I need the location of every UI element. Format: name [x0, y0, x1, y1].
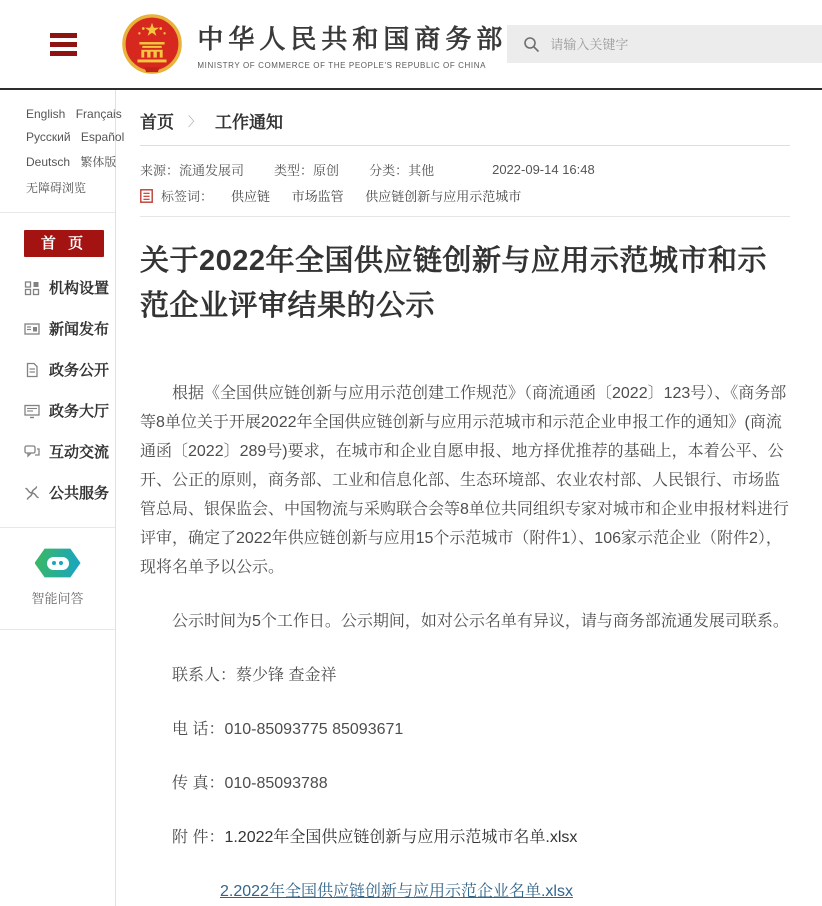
sidebar-item-label: 公共服务: [49, 485, 110, 502]
sidebar-item-gov-disclosure[interactable]: [0, 349, 115, 390]
site-title: 中华人民共和国商务部: [197, 23, 508, 54]
sidebar-item-label: 新闻发布: [49, 321, 110, 338]
hamburger-menu-icon[interactable]: [50, 33, 77, 56]
attachment-2-link[interactable]: 2.2022年全国供应链创新与应用示范企业名单.xlsx: [220, 883, 573, 900]
phone-line: 电 话：010-85093775 85093671: [172, 721, 404, 738]
category-label: 分类：: [369, 163, 409, 178]
category-value: 其他: [408, 163, 435, 178]
sidebar-item-public-service[interactable]: [0, 472, 115, 513]
article-meta: [140, 160, 790, 179]
document-icon: [24, 362, 40, 378]
org-grid-icon: [24, 280, 40, 296]
accessibility-browse-link[interactable]: 无障碍浏览: [26, 181, 87, 195]
site-subtitle: MINISTRY OF COMMERCE OF THE PEOPLE'S REPUBLIC OF CHINA: [197, 60, 487, 70]
breadcrumb-home-link[interactable]: 首页: [140, 113, 174, 132]
contact-person-line: 联系人：蔡少锋 查金祥: [172, 667, 337, 684]
service-hall-icon: [24, 403, 40, 419]
type-label: 类型：: [274, 163, 314, 178]
breadcrumb: [140, 108, 790, 133]
tag-link[interactable]: 供应链创新与应用示范城市: [365, 189, 522, 204]
tags-label: 标签词：: [161, 189, 214, 204]
article-body: [140, 379, 790, 906]
smart-qa-robot-icon[interactable]: [35, 548, 81, 578]
source-value: 流通发展司: [179, 163, 245, 178]
lang-francais[interactable]: Français: [75, 107, 122, 121]
search-icon: [523, 36, 540, 53]
home-button[interactable]: 首 页: [24, 230, 104, 257]
tag-link[interactable]: 供应链: [231, 189, 271, 204]
sidebar-item-label: 互动交流: [49, 444, 110, 461]
type-value: 原创: [313, 163, 340, 178]
article-paragraph: 公示时间为5个工作日。公示期间，如对公示名单有异议，请与商务部流通发展司联系。: [172, 613, 789, 630]
breadcrumb-divider: [140, 145, 790, 146]
attachment-line-1: [140, 823, 790, 852]
attachment-label: 附 件：: [172, 829, 225, 846]
lang-deutsch[interactable]: Deutsch: [26, 155, 71, 169]
smart-qa-widget: [0, 528, 115, 630]
sidebar-item-label: 政务公开: [49, 362, 110, 379]
lang-espanol[interactable]: Español: [80, 130, 125, 144]
publish-datetime: 2022-09-14 16:48: [492, 162, 595, 177]
fax-line: 传 真：010-85093788: [172, 775, 328, 792]
chat-bubbles-icon: [24, 444, 40, 460]
national-emblem-icon: [121, 13, 183, 75]
attachment-line-2: [220, 877, 790, 906]
source-label: 来源：: [140, 163, 180, 178]
tag-link[interactable]: 市场监管: [291, 189, 344, 204]
meta-divider: [140, 216, 790, 217]
sidebar-item-label: 政务大厅: [49, 403, 110, 420]
main-content: [116, 90, 822, 906]
lang-russian[interactable]: Русский: [26, 130, 71, 144]
article-title: 关于2022年全国供应链创新与应用示范城市和示范企业评审结果的公示: [140, 245, 768, 322]
public-service-icon: [24, 485, 40, 501]
search-box[interactable]: [507, 25, 822, 63]
site-logo[interactable]: [121, 13, 507, 75]
tag-row: [140, 186, 790, 205]
smart-qa-label: 智能问答: [31, 591, 84, 606]
breadcrumb-separator: 〉: [188, 114, 202, 129]
search-input[interactable]: [550, 37, 810, 52]
article-paragraph: 根据《全国供应链创新与应用示范创建工作规范》（商流通函〔2022〕123号）、《商务部等8单位关于开展2022年全国供应链创新与应用示范城市和示范企业申报工作的通知》(商流通函〔2022〕289号)要求，在城市和企业自愿申报、地方择优推荐的基础上，本着公平、公开、公正的原则，商务部、工业和信息化部、生态环境部、农业农村部、人民银行、市场监管总局、银保监会、中国物流与采购联合会等8单位共同组织专家对城市和企业申报材料进行评审，确定了2022年供应链创新与应用15个示范城市（附件1）、106家示范企业（附件2），现将名单予以公示。: [140, 385, 789, 576]
sidebar-item-interaction[interactable]: [0, 431, 115, 472]
sidebar-item-news[interactable]: [0, 308, 115, 349]
lang-traditional-chinese[interactable]: 繁体版: [80, 155, 117, 169]
language-switcher: [0, 90, 125, 213]
breadcrumb-current-link[interactable]: 工作通知: [215, 113, 284, 132]
sidebar: [0, 90, 125, 906]
lang-english[interactable]: English: [26, 107, 66, 121]
tag-icon: [140, 189, 153, 203]
sidebar-item-label: 机构设置: [49, 280, 110, 297]
sidebar-item-org-setup[interactable]: [0, 267, 115, 308]
sidebar-nav: [0, 263, 115, 528]
sidebar-item-service-hall[interactable]: [0, 390, 115, 431]
top-header: [0, 0, 822, 90]
attachment-1-link[interactable]: 1.2022年全国供应链创新与应用示范城市名单.xlsx: [224, 829, 578, 846]
news-icon: [24, 321, 40, 337]
